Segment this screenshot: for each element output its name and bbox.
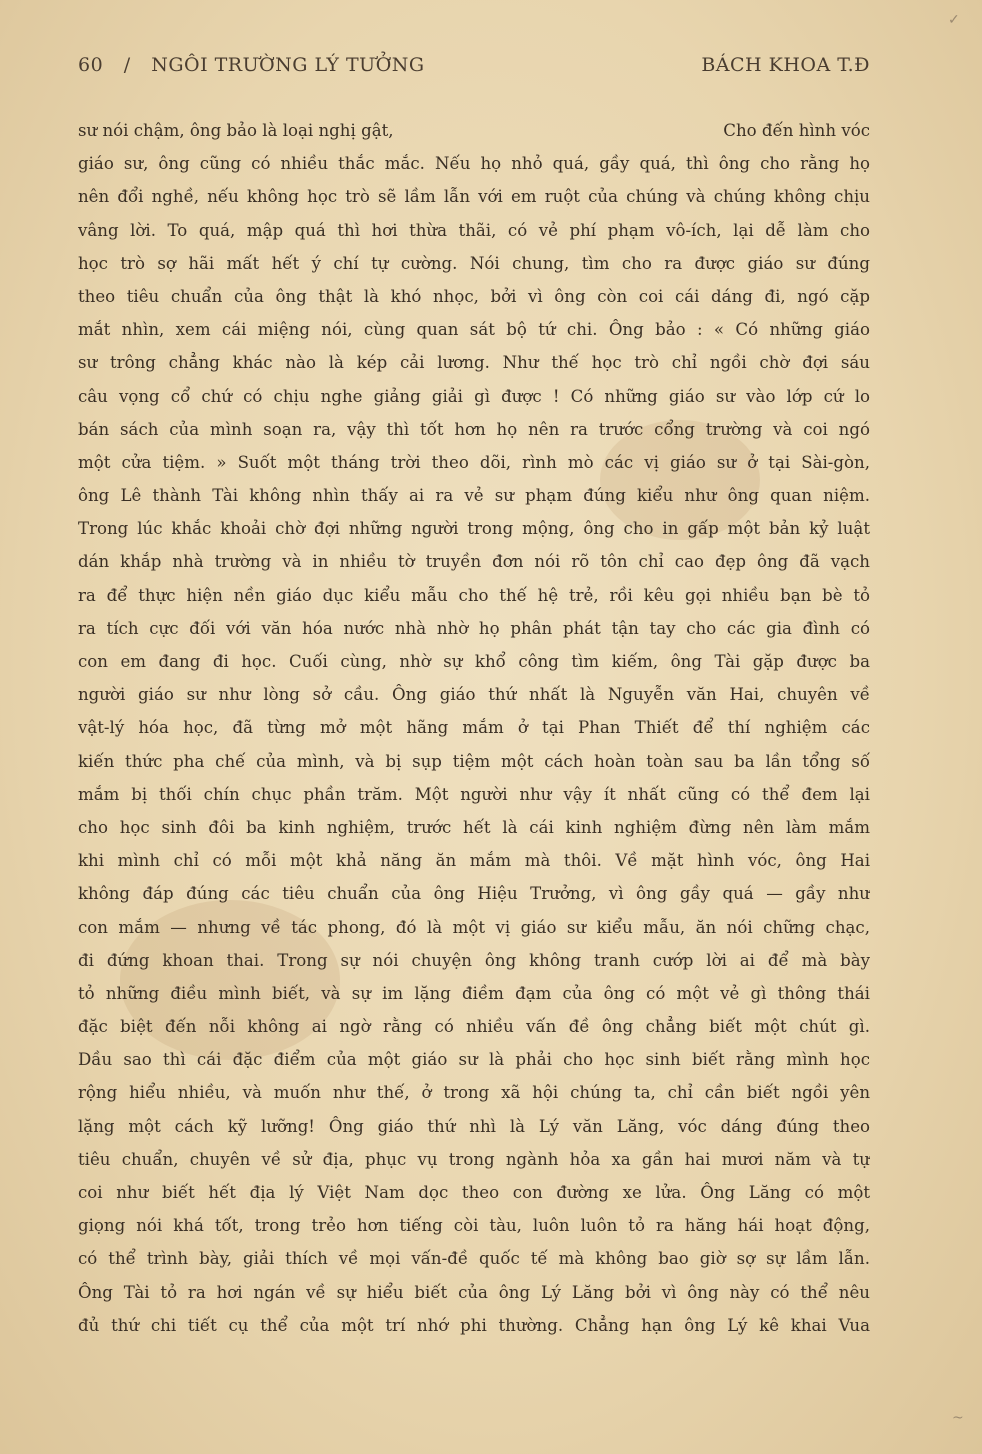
text-line: bán sách của mình soạn ra, vậy thì tốt hơn họ nên ra trước cổng trường và coi ngó xyxy=(78,419,870,439)
body-text xyxy=(78,114,870,1342)
text-line: lặng một cách kỹ lưỡng! Ông giáo thứ nhì là Lý văn Lăng, vóc dáng đúng theo xyxy=(78,1116,870,1136)
text-line: mắt nhìn, xem cái miệng nói, cùng quan sát bộ tứ chi. Ông bảo : « Có những giáo xyxy=(78,320,870,340)
first-line-left: sư nói chậm, ông bảo là loại nghị gật, xyxy=(78,121,394,140)
text-line xyxy=(78,114,870,147)
text-line: rộng hiểu nhiều, và muốn như thế, ở trong xã hội chúng ta, chỉ cần biết ngồi yên xyxy=(78,1083,870,1103)
text-line: vật-lý hóa học, đã từng mở một hãng mắm ở tại Phan Thiết để thí nghiệm các xyxy=(78,718,870,738)
text-line: nên đổi nghề, nếu không học trò sẽ lầm lẫn với em ruột của chúng và chúng không chịu xyxy=(78,187,870,207)
page-number: 60 xyxy=(78,54,104,76)
text-line: có thể trình bày, giải thích về mọi vấn-đề quốc tế mà không bao giờ sợ sự lầm lẫn. xyxy=(78,1249,870,1269)
text-line: đi đứng khoan thai. Trong sự nói chuyện ông không tranh cướp lời ai để mà bày xyxy=(78,950,870,970)
corner-mark-icon: ✓ xyxy=(948,12,960,28)
text-line: tỏ những điều mình biết, và sự im lặng điềm đạm của ông có một vẻ gì thông thái xyxy=(78,983,870,1003)
publication-name: BÁCH KHOA T.Đ xyxy=(701,54,870,76)
text-line: Ông Tài tỏ ra hơi ngán về sự hiểu biết của ông Lý Lăng bởi vì ông này có thể nêu xyxy=(78,1282,870,1302)
header-left xyxy=(78,54,439,76)
text-line: giọng nói khá tốt, trong trẻo hơn tiếng còi tàu, luôn luôn tỏ ra hăng hái hoạt động, xyxy=(78,1216,870,1236)
text-line: con mắm — nhưng về tác phong, đó là một vị giáo sư kiểu mẫu, ăn nói chững chạc, xyxy=(78,917,870,937)
text-line: một cửa tiệm. » Suốt một tháng trời theo dõi, rình mò các vị giáo sư ở tại Sài-gòn, xyxy=(78,452,870,472)
text-line: mắm bị thối chín chục phần trăm. Một người như vậy ít nhất cũng có thể đem lại xyxy=(78,784,870,804)
text-line: Trong lúc khắc khoải chờ đợi những người trong mộng, ông cho in gấp một bản kỷ luật xyxy=(78,519,870,539)
paragraph-lines xyxy=(78,147,870,1342)
first-line-right: Cho đến hình vóc xyxy=(723,121,870,140)
running-header xyxy=(78,54,870,84)
corner-mark-icon: ~ xyxy=(952,1410,964,1426)
header-separator: / xyxy=(123,54,131,76)
text-line: người giáo sư như lòng sở cầu. Ông giáo thứ nhất là Nguyễn văn Hai, chuyên về xyxy=(78,685,870,705)
text-line: tiêu chuẩn, chuyên về sử địa, phục vụ trong ngành hỏa xa gần hai mươi năm và tự xyxy=(78,1149,870,1169)
text-line: ra tích cực đối với văn hóa nước nhà nhờ họ phân phát tận tay cho các gia đình có xyxy=(78,618,870,638)
text-line: không đáp đúng các tiêu chuẩn của ông Hiệu Trưởng, vì ông gầy quá — gầy như xyxy=(78,884,870,904)
text-line: vâng lời. To quá, mập quá thì hơi thừa thãi, có vẻ phí phạm vô-ích, lại dễ làm cho xyxy=(78,220,870,240)
text-line: kiến thức pha chế của mình, và bị sụp tiệm một cách hoàn toàn sau ba lần tổng số xyxy=(78,751,870,771)
text-line: cho học sinh đôi ba kinh nghiệm, trước hết là cái kinh nghiệm đừng nên làm mắm xyxy=(78,817,870,837)
text-line: dán khắp nhà trường và in nhiều tờ truyền đơn nói rõ tôn chỉ cao đẹp ông đã vạch xyxy=(78,552,870,572)
text-line: giáo sư, ông cũng có nhiều thắc mắc. Nếu họ nhỏ quá, gầy quá, thì ông cho rằng họ xyxy=(78,154,870,174)
text-line: đặc biệt đến nỗi không ai ngờ rằng có nhiều vấn đề ông chẳng biết một chút gì. xyxy=(78,1017,870,1037)
text-line: câu vọng cổ chứ có chịu nghe giảng giải gì được ! Có những giáo sư vào lớp cứ lo xyxy=(78,386,870,406)
text-line: Dầu sao thì cái đặc điểm của một giáo sư là phải cho học sinh biết rằng mình học xyxy=(78,1050,870,1070)
text-line: coi như biết hết địa lý Việt Nam dọc theo con đường xe lửa. Ông Lăng có một xyxy=(78,1183,870,1202)
text-line: đủ thứ chi tiết cụ thể của một trí nhớ phi thường. Chẳng hạn ông Lý kê khai Vua xyxy=(78,1315,870,1335)
text-line: học trò sợ hãi mất hết ý chí tự cường. Nói chung, tìm cho ra được giáo sư đúng xyxy=(78,253,870,273)
text-line: ông Lê thành Tài không nhìn thấy ai ra vẻ sư phạm đúng kiểu như ông quan niệm. xyxy=(78,486,870,506)
text-line: ra để thực hiện nền giáo dục kiểu mẫu cho thế hệ trẻ, rồi kêu gọi nhiều bạn bè tỏ xyxy=(78,585,870,605)
text-line: sư trông chẳng khác nào là kép cải lương. Như thế học trò chỉ ngồi chờ đợi sáu xyxy=(78,353,870,373)
text-line: con em đang đi học. Cuối cùng, nhờ sự khổ công tìm kiếm, ông Tài gặp được ba xyxy=(78,652,870,671)
text-line: khi mình chỉ có mỗi một khả năng ăn mắm mà thôi. Về mặt hình vóc, ông Hai xyxy=(78,851,870,871)
chapter-title: NGÔI TRƯỜNG LÝ TƯỞNG xyxy=(151,54,425,76)
text-line: theo tiêu chuẩn của ông thật là khó nhọc, bởi vì ông còn coi cái dáng đi, ngó cặp xyxy=(78,286,870,306)
